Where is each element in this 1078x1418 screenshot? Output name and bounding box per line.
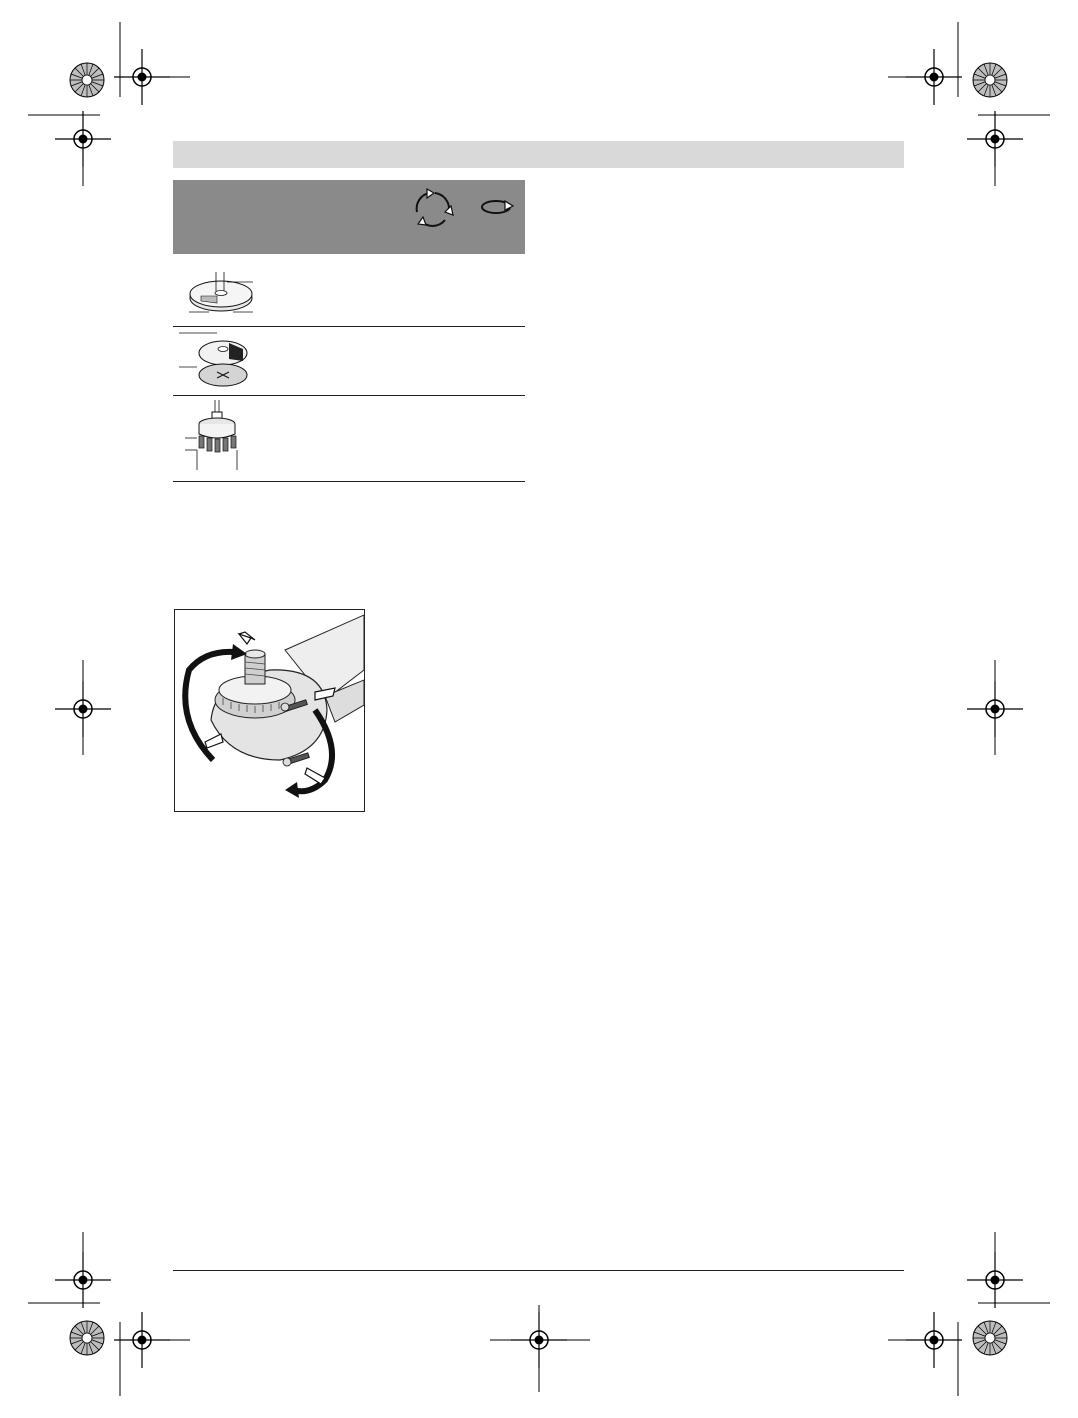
table-row <box>173 254 525 326</box>
grinding-disc-icon <box>187 270 257 314</box>
color-bar-wheel-icon <box>973 63 1007 97</box>
angle-grinder-gear-head-rotation-illustration <box>175 610 364 811</box>
table-row <box>173 327 525 395</box>
color-bar-wheel-icon <box>70 63 104 97</box>
table-row <box>173 396 525 481</box>
registration-crosshair-icon <box>55 1252 111 1308</box>
table-bottom-rule <box>173 481 525 482</box>
cup-wire-brush-icon <box>183 398 253 472</box>
page-header-band <box>173 141 904 168</box>
registration-crosshair-icon <box>55 111 111 167</box>
color-bar-wheel-icon <box>70 1321 104 1355</box>
registration-crosshair-icon <box>967 111 1023 167</box>
registration-crosshair-icon <box>967 1252 1023 1308</box>
recycle-arrows-icon <box>409 188 455 228</box>
table-header <box>173 180 525 254</box>
page-footer-rule <box>173 1270 904 1271</box>
figure-frame <box>174 609 365 812</box>
sanding-disc-backing-pad-icon <box>177 329 257 391</box>
color-bar-wheel-icon <box>973 1321 1007 1355</box>
rotation-direction-icon <box>479 197 515 217</box>
